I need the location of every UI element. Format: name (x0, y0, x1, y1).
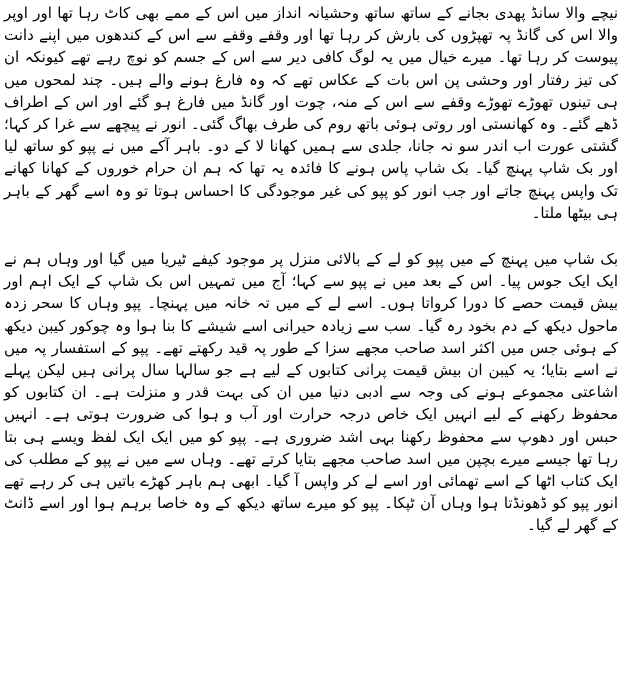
paragraph-1: نیچے والا سانڈ پھدی بجانے کے ساتھ ساتھ وحشیانہ انداز میں اس کے ممے بھی کاٹ رہا تھا اور اوپر والا اس کی گانڈ پہ تھپڑوں کی بارش کر رہا تھا اور وقفے وقفے سے اس کے کندھوں میں اپنے دانت پیوست کر رہا تھا۔ میرے خیال میں یہ لوگ کافی دیر سے اس کے جسم کو نوچ رہے تھے کیونکہ ان کی تیز رفتار اور وحشی پن اس بات کے عکاس تھے کہ وہ فارغ ہونے والے ہیں۔ چند لمحوں میں ہی تینوں تھوڑے تھوڑے وقفے سے اس کے منہ، چوت اور گانڈ میں فارغ ہو گئے اور اس کے اطراف ڈھے گئے۔ وہ کھانستی اور روتی ہوئی باتھ روم کی طرف بھاگ گئی۔ انور نے پیچھے سے غرا کر کہا؛ گشتی عورت اب اندر سو نہ جانا، جلدی سے ہمیں کھانا لا کے دو۔ باہر آکے میں نے پپو کو ساتھ لیا اور بک شاپ پہنچ گیا۔ بک شاپ پاس ہونے کا فائدہ یہ تھا کہ ہم ان حرام خوروں کے کھانا کھانے تک واپس پہنچ جاتے اور جب انور کو پپو کی غیر موجودگی کا احساس ہوتا تو وہ اسے گھر کے باہر ہی بیٹھا ملتا۔ (4, 4, 618, 222)
paragraph-2: بک شاپ میں پہنچ کے میں پپو کو لے کے بالائی منزل پر موجود کیفے ٹیریا میں گیا اور وہاں ہم نے ایک ایک جوس پیا۔ اس کے بعد میں نے پپو سے کہا؛ آج میں تمہیں اس بک شاپ کے ایک اہم اور بیش قیمت حصے کا دورا کرواتا ہوں۔ اسے لے کے میں تہ خانہ میں پہنچا۔ پپو وہاں کا سحر زدہ ماحول دیکھ کے دم بخود رہ گیا۔ سب سے زیادہ حیرانی اسے شیشے کا بنا ہوا وہ چوکور کیبن دیکھ کے ہوئی جس میں اکثر اسد صاحب مجھے سزا کے طور پہ قید رکھتے تھے۔ پپو کے استفسار پہ میں نے اسے بتایا؛ یہ کیبن ان بیش قیمت پرانی کتابوں کے لیے ہے جو سالہا سال پرانی ہیں لیکن پہلے اشاعتی مجموعے ہونے کی وجہ سے ادبی دنیا میں ان کی بہت قدر و منزلت ہے۔ ان کتابوں کو محفوظ رکھنے کے لیے انہیں ایک خاص درجہ حرارت اور آب و ہوا کی ضرورت ہوتی ہے۔ انہیں حبس اور دھوپ سے محفوظ رکھنا بہی اشد ضروری ہے۔ پپو کو میں ایک ایک لفظ ویسے ہی بتا رہا تھا جیسے میرے بچپن میں اسد صاحب مجھے بتایا کرتے تھے۔ وہاں سے میں نے پپو کے مطلب کی ایک کتاب اٹھا کے اسے تھمائی اور اسے لے کر واپس آ گیا۔ ابھی ہم باہر کھڑے باتیں ہی کر رہے تھے انور پپو کو ڈھونڈتا ہوا وہاں آن ٹپکا۔ پپو کو میرے ساتھ دیکھ کے وہ خاصا برہم ہوا اور اسے ڈانٹ کے گھر لے گیا۔ (4, 250, 618, 535)
